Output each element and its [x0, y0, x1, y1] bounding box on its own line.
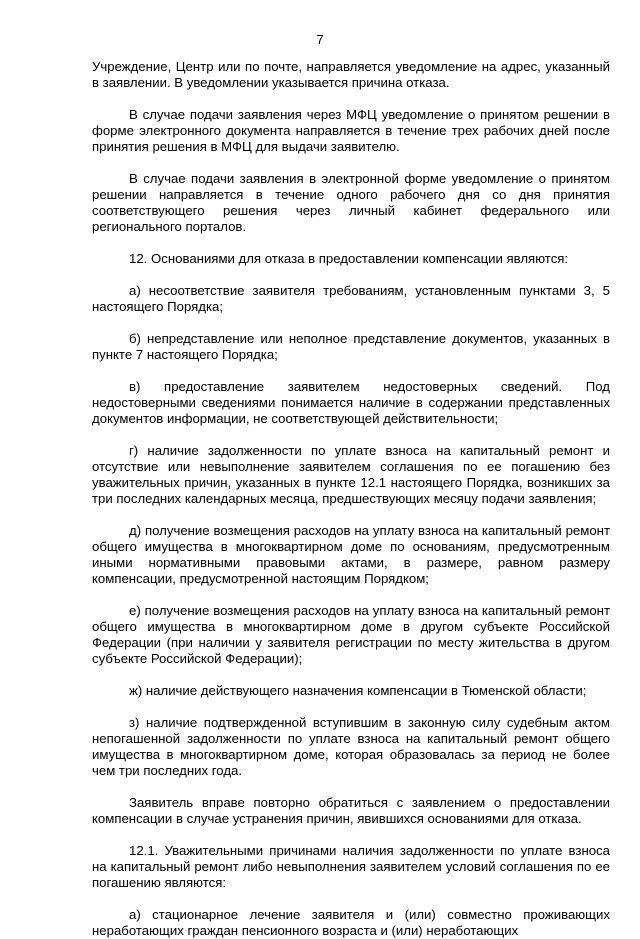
- paragraph-clause-12-v: в) предоставление заявителем недостоверных сведений. Под недостоверными сведениями понимается наличие в содержании представленных документов информации, не соответствующей действительности;: [92, 379, 610, 426]
- paragraph-clause-12-e: е) получение возмещения расходов на уплату взноса на капитальный ремонт общего имущества в многоквартирном доме в другом субъекте Российской Федерации (при наличии у заявителя регистрации по месту жительства в другом субъекте Российской Федерации);: [92, 603, 610, 666]
- paragraph-mfc-notice: В случае подачи заявления через МФЦ уведомление о принятом решении в форме электронного документа направляется в течение трех рабочих дней после принятия решения в МФЦ для выдачи заявителю.: [92, 107, 610, 154]
- paragraph-clause-12-b: б) непредставление или неполное представление документов, указанных в пункте 7 настоящего Порядка;: [92, 331, 610, 362]
- paragraph-clause-12-d: д) получение возмещения расходов на уплату взноса на капитальный ремонт общего имущества в многоквартирном доме по основаниям, предусмотренным иными нормативными правовыми актами, в размере, равном размеру компенсации, предусмотренной настоящим Порядком;: [92, 523, 610, 586]
- paragraph-clause-12-a: а) несоответствие заявителя требованиям, установленным пунктами 3, 5 настоящего Порядка;: [92, 283, 610, 314]
- paragraph-clause-12-z: з) наличие подтвержденной вступившим в законную силу судебным актом непогашенной задолженности по уплате взноса на капитальный ремонт общего имущества в многоквартирном доме, которая образовалась за период не более чем три последних года.: [92, 715, 610, 778]
- paragraph-clause-12-1-a: а) стационарное лечение заявителя и (или) совместно проживающих неработающих граждан пенсионного возраста и (или) неработающих: [92, 907, 610, 938]
- paragraph-electronic-notice: В случае подачи заявления в электронной форме уведомление о принятом решении направляется в течение одного рабочего дня со дня принятия соответствующего решения через личный кабинет федерального или регионального порталов.: [92, 171, 610, 234]
- page-number: 7: [316, 32, 324, 47]
- paragraph-clause-12: 12. Основаниями для отказа в предоставлении компенсации являются:: [129, 251, 569, 266]
- paragraph-clause-12-zh: ж) наличие действующего назначения компенсации в Тюменской области;: [129, 683, 587, 698]
- paragraph-clause-12-g: г) наличие задолженности по уплате взноса на капитальный ремонт и отсутствие или невыполнение заявителем соглашения по ее погашению без уважительных причин, указанных в пункте 12.1 настоящего Порядка, возникших за три последних календарных месяца, предшествующих месяцу подачи заявления;: [92, 443, 610, 506]
- document-body: [92, 59, 610, 939]
- paragraph-notice-address: Учреждение, Центр или по почте, направляется уведомление на адрес, указанный в заявлении. В уведомлении указывается причина отказа.: [92, 59, 610, 90]
- paragraph-reapply: Заявитель вправе повторно обратиться с заявлением о предоставлении компенсации в случае устранения причин, явившихся основаниями для отказа.: [92, 795, 610, 826]
- paragraph-clause-12-1: 12.1. Уважительными причинами наличия задолженности по уплате взноса на капитальный ремонт либо невыполнения заявителем условий соглашения по ее погашению являются:: [92, 843, 610, 890]
